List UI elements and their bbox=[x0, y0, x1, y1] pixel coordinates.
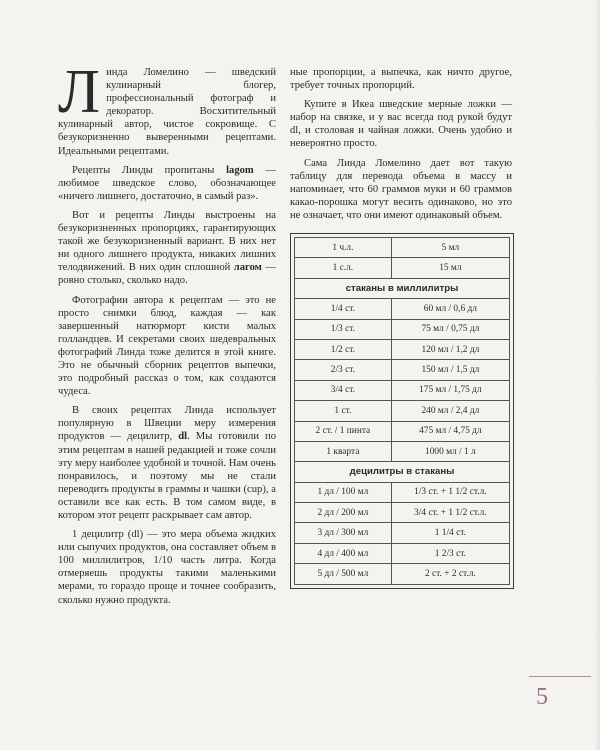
value-cell: 60 мл / 0,6 дл bbox=[391, 299, 509, 319]
photos-paragraph: Фотографии автора к рецептам — это не просто снимки блюд, каждая — как завершенный натюрморт кисти малых голландцев. И секретами своих шедевральных фотографий Линда тоже делится в этой книге. Это не обычный сборник рецептов выпечки, это подробный рассказ о том, как создаются чудеса. bbox=[58, 294, 276, 398]
deciliter-definition-paragraph: 1 децилитр (dl) — это мера объема жидких или сыпучих продуктов, она составляет объем в 100 миллилитров, 1/10 часть литра. Когда отмеряешь продукты такими маленькими мерами, то гораздо проще и точнее сообразить, сколько нужно продукта. bbox=[58, 529, 276, 606]
value-cell: 5 мл bbox=[391, 238, 509, 258]
intro-paragraph bbox=[58, 58, 276, 158]
page-edge-shadow bbox=[594, 0, 600, 750]
table-row bbox=[295, 238, 510, 258]
value-cell: 1 2/3 ст. bbox=[391, 543, 509, 563]
measure-cell: 5 дл / 500 мл bbox=[295, 564, 392, 584]
measure-cell: 3 дл / 300 мл bbox=[295, 523, 392, 543]
value-cell: 1/3 ст. + 1 1/2 ст.л. bbox=[391, 482, 509, 502]
value-cell: 240 мл / 2,4 дл bbox=[391, 401, 509, 421]
text-run: — любимое шведское слово, обозначающее «ничего лишнего, достаточно, в самый раз». bbox=[58, 164, 276, 202]
section-header-row bbox=[295, 278, 510, 298]
measure-cell: 1 кварта bbox=[295, 441, 392, 461]
ikea-paragraph: Купите в Икеа шведские мерные ложки — набор на связке, и у вас всегда под рукой будут dl, и столовая и чайная ложки. Очень удобно и невероятно просто. bbox=[290, 99, 512, 150]
text-run: В своих рецептах Линда использует популярную в Швеции меру измерения продуктов — децилитр, bbox=[58, 405, 276, 443]
value-cell: 1000 мл / 1 л bbox=[391, 441, 509, 461]
measure-cell: 1/4 ст. bbox=[295, 299, 392, 319]
left-text-column bbox=[58, 58, 277, 613]
section-header-row bbox=[295, 462, 510, 482]
measure-cell: 2 ст. / 1 пинта bbox=[295, 421, 392, 441]
text-run: . Мы готовили по этим рецептам в нашей редакцией и тоже сочли эту меру наиболее удобной и точной. Нам очень понравилось, и поэтому мы не стали переводить продукты в граммы и чашки (cup), а оставили все как есть. В том самом виде, в котором этот рецепт раскрывает сам автор. bbox=[58, 431, 277, 521]
table-row bbox=[295, 299, 510, 319]
continuation-paragraph: ные пропорции, а выпечка, как ничто другое, требует точных пропорций. bbox=[290, 67, 512, 92]
deciliter-paragraph bbox=[58, 404, 276, 522]
text-run: Вот и рецепты Линды выстроены на безукоризненных пропорциях, гарантирующих такой же безукоризненный вариант. В них нет ни одного лишнего продукта, никаких лишних телодвижений. В них один сплошной bbox=[58, 209, 276, 274]
measure-cell: 1 с.л. bbox=[295, 258, 392, 278]
table-row bbox=[295, 482, 510, 502]
table-row bbox=[295, 503, 510, 523]
table-row bbox=[295, 319, 510, 339]
table-row bbox=[295, 523, 510, 543]
table-row bbox=[295, 360, 510, 380]
value-cell: 175 мл / 1,75 дл bbox=[391, 380, 509, 400]
value-cell: 2 ст. + 2 ст.л. bbox=[391, 564, 509, 584]
lagom-ru-word: лагом bbox=[233, 262, 262, 274]
value-cell: 1 1/4 ст. bbox=[391, 523, 509, 543]
conversion-table-frame bbox=[290, 233, 514, 589]
right-text-column bbox=[290, 66, 512, 228]
table-row bbox=[295, 441, 510, 461]
proportions-paragraph bbox=[58, 209, 276, 288]
measure-cell: 1 дл / 100 мл bbox=[295, 482, 392, 502]
value-cell: 475 мл / 4,75 дл bbox=[391, 421, 509, 441]
text-run: — ровно столько, сколько надо. bbox=[58, 262, 276, 287]
section-header-dl-to-cups: децилитры в стаканы bbox=[295, 462, 510, 482]
table-row bbox=[295, 421, 510, 441]
table-row bbox=[295, 258, 510, 278]
measure-cell: 4 дл / 400 мл bbox=[295, 543, 392, 563]
intro-text: инда Ломелино — шведский кулинарный блогер, профессиональный фотограф и декоратор. Восхитительный кулинарный автор, чистое сокровище. С безукоризненно выверенными рецептами. Идеальными рецептами. bbox=[58, 67, 276, 157]
table-row bbox=[295, 401, 510, 421]
measure-cell: 3/4 ст. bbox=[295, 380, 392, 400]
table-row bbox=[295, 543, 510, 563]
section-header-cups-to-ml: стаканы в миллилитры bbox=[295, 278, 510, 298]
page-number: 5 bbox=[536, 684, 548, 710]
drop-cap-letter: Л bbox=[58, 58, 101, 126]
table-intro-paragraph: Сама Линда Ломелино дает вот такую таблицу для перевода объема в массу и напоминает, что 60 граммов муки и 60 граммов какао-порошка могут весить одинаково, но это не означает, что они имеют одинаковый объем. bbox=[290, 157, 512, 221]
measure-cell: 1 ч.л. bbox=[295, 238, 392, 258]
conversion-table bbox=[294, 237, 510, 585]
table-row bbox=[295, 564, 510, 584]
table-row bbox=[295, 339, 510, 359]
lagom-paragraph bbox=[58, 164, 276, 203]
table-row bbox=[295, 380, 510, 400]
text-run: Рецепты Линды пропитаны bbox=[72, 164, 215, 176]
value-cell: 15 мл bbox=[391, 258, 509, 278]
value-cell: 150 мл / 1,5 дл bbox=[391, 360, 509, 380]
measure-cell: 1 ст. bbox=[295, 401, 392, 421]
measure-cell: 2 дл / 200 мл bbox=[295, 503, 392, 523]
lagom-word: lagom bbox=[226, 164, 254, 176]
page-number-rule bbox=[529, 676, 591, 677]
value-cell: 75 мл / 0,75 дл bbox=[391, 319, 509, 339]
value-cell: 120 мл / 1,2 дл bbox=[391, 339, 509, 359]
value-cell: 3/4 ст. + 1 1/2 ст.л. bbox=[391, 503, 509, 523]
dl-word: dl bbox=[178, 431, 188, 443]
measure-cell: 1/3 ст. bbox=[295, 319, 392, 339]
measure-cell: 2/3 ст. bbox=[295, 360, 392, 380]
measure-cell: 1/2 ст. bbox=[295, 339, 392, 359]
